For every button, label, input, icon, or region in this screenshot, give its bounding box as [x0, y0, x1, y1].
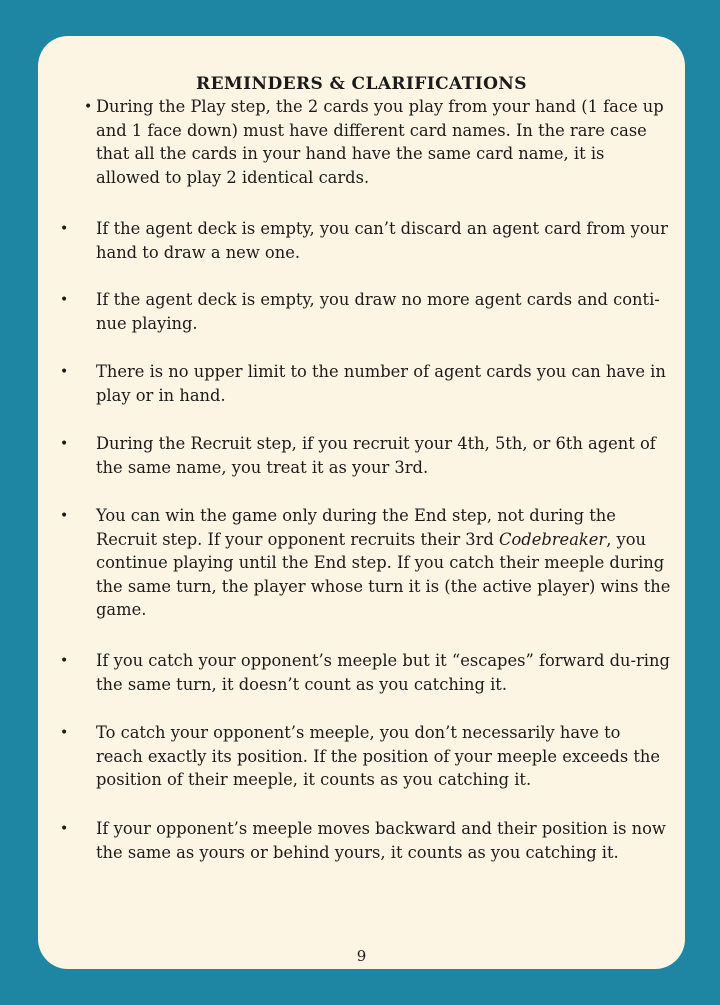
clarification-text-3: If the agent deck is empty, you draw no more agent cards and conti-nue playing.: [96, 290, 660, 333]
clarification-text-7: If you catch your opponent’s meeple but it “escapes” forward du-ring the same turn, it doesn’t count as you catching it.: [96, 651, 670, 694]
clarification-text-6-part-2: , you continue playing until the End step. If you catch their meeple during the same turn, the player whose turn it is (the active player) wins the game.: [96, 529, 671, 620]
bullet-1: •: [84, 99, 93, 115]
clarification-text-5: During the Recruit step, if you recruit your 4th, 5th, or 6th agent of the same name, you treat it as your 3rd.: [96, 434, 656, 477]
clarification-text-4: There is no upper limit to the number of agent cards you can have in play or in hand.: [96, 362, 666, 405]
bullet-5: •: [60, 436, 69, 452]
clarification-text-6: [96, 504, 671, 622]
clarification-item-3: [96, 288, 671, 335]
clarification-item-6: [96, 504, 671, 622]
clarification-text-6-part-1: You can win the game only during the End step, not during the Recruit step. If your opponent recruits their 3rd: [96, 506, 616, 549]
page-number: 9: [356, 947, 367, 965]
bullet-9: •: [60, 821, 69, 837]
bullet-7: •: [60, 653, 69, 669]
clarification-text-2: If the agent deck is empty, you can’t discard an agent card from your hand to draw a new one.: [96, 219, 668, 262]
clarification-item-1: [96, 95, 671, 189]
clarification-text-9: If your opponent’s meeple moves backward and their position is now the same as yours or behind yours, it counts as you catching it.: [96, 819, 666, 862]
clarification-item-2: [96, 217, 671, 264]
rules-card: [38, 36, 685, 969]
bullet-8: •: [60, 725, 69, 741]
bullet-6: •: [60, 508, 69, 524]
bullet-2: •: [60, 221, 69, 237]
clarification-item-8: [96, 721, 671, 792]
clarification-text-8: To catch your opponent’s meeple, you don’t necessarily have to reach exactly its position. If the position of your meeple exceeds the position of their meeple, it counts as you catching it.: [96, 723, 661, 790]
clarification-item-9: [96, 817, 671, 864]
clarification-item-4: [96, 360, 671, 407]
codebreaker-emphasis: Codebreaker: [499, 529, 607, 549]
clarification-text-1: During the Play step, the 2 cards you play from your hand (1 face up and 1 face down) must have different card names. In the rare case that all the cards in your hand have the same card name, it is allowed to play 2 identical cards.: [96, 97, 664, 187]
bullet-4: •: [60, 364, 69, 380]
clarification-item-5: [96, 432, 671, 479]
bullet-3: •: [60, 292, 69, 308]
clarification-item-7: [96, 649, 671, 696]
section-title: REMINDERS & CLARIFICATIONS: [196, 74, 527, 94]
